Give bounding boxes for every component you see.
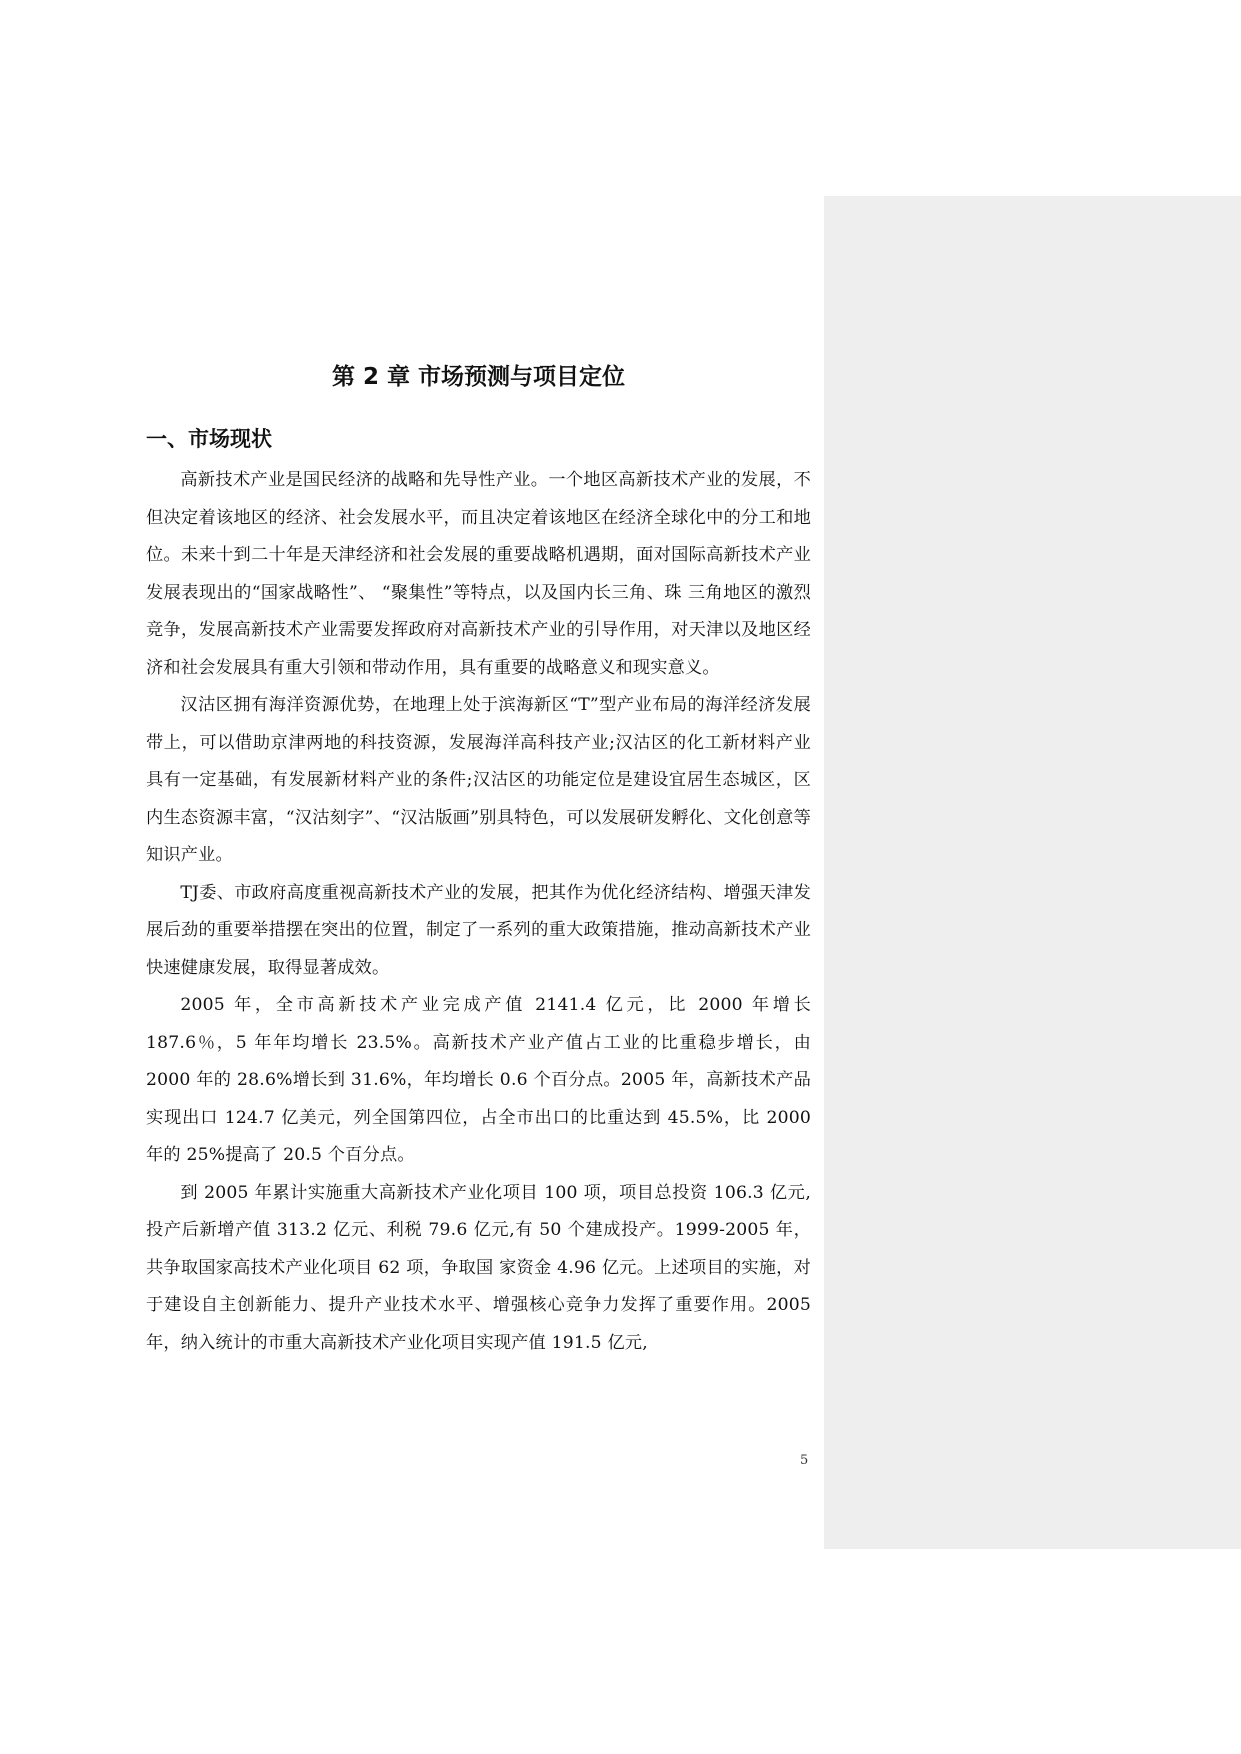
chapter-title: 第 2 章 市场预测与项目定位: [331, 364, 626, 390]
comment-margin-pane: [824, 196, 1241, 1549]
paragraph-3: TJ委、市政府高度重视高新技术产业的发展，把其作为优化经济结构、增强天津发展后劲的重要举措摆在突出的位置，制定了一系列的重大政策措施，推动高新技术产业快速健康发展，取得显著成效。: [146, 882, 811, 978]
section-heading: 一、市场现状: [146, 426, 272, 451]
paragraph-1: 高新技术产业是国民经济的战略和先导性产业。一个地区高新技术产业的发展，不但决定着该地区的经济、社会发展水平，而且决定着该地区在经济全球化中的分工和地位。未来十到二十年是天津经济和社会发展的重要战略机遇期，面对国际高新技术产业发展表现出的“国家战略性”、 “聚集性”等特点，以及国内长三角、珠 三角地区的激烈竞争，发展高新技术产业需要发挥政府对高新技术产业的引导作用，对天津以及地区经济和社会发展具有重大引领和带动作用，具有重要的战略意义和现实意义。: [146, 470, 811, 678]
paragraph-5: 到 2005 年累计实施重大高新技术产业化项目 100 项，项目总投资 106.3 亿元,投产后新增产值 313.2 亿元、利税 79.6 亿元,有 50 个建成投产。1999-2005 年，共争取国家高技术产业化项目 62 项，争取国 家资金 4.96 亿元。上述项目的实施，对于建设自主创新能力、提升产业技术水平、增强核心竞争力发挥了重要作用。2005 年，纳入统计的市重大高新技术产业化项目实现产值 191.5 亿元,: [146, 1182, 811, 1353]
page-content: [146, 360, 811, 1362]
page-number: 5: [800, 1453, 809, 1468]
paragraph-4: 2005 年，全市高新技术产业完成产值 2141.4 亿元，比 2000 年增长 187.6％，5 年年均增长 23.5%。高新技术产业产值占工业的比重稳步增长，由 2000 年的 28.6%增长到 31.6%，年均增长 0.6 个百分点。2005 年，高新技术产品实现出口 124.7 亿美元，列全国第四位，占全市出口的比重达到 45.5%，比 2000 年的 25%提高了 20.5 个百分点。: [146, 995, 811, 1166]
paragraph-2: 汉沽区拥有海洋资源优势，在地理上处于滨海新区“T”型产业布局的海洋经济发展带上，可以借助京津两地的科技资源，发展海洋高科技产业;汉沽区的化工新材料产业具有一定基础，有发展新材料产业的条件;汉沽区的功能定位是建设宜居生态城区，区内生态资源丰富，“汉沽刻字”、“汉沽版画”别具特色，可以发展研发孵化、文化创意等知识产业。: [146, 695, 811, 866]
